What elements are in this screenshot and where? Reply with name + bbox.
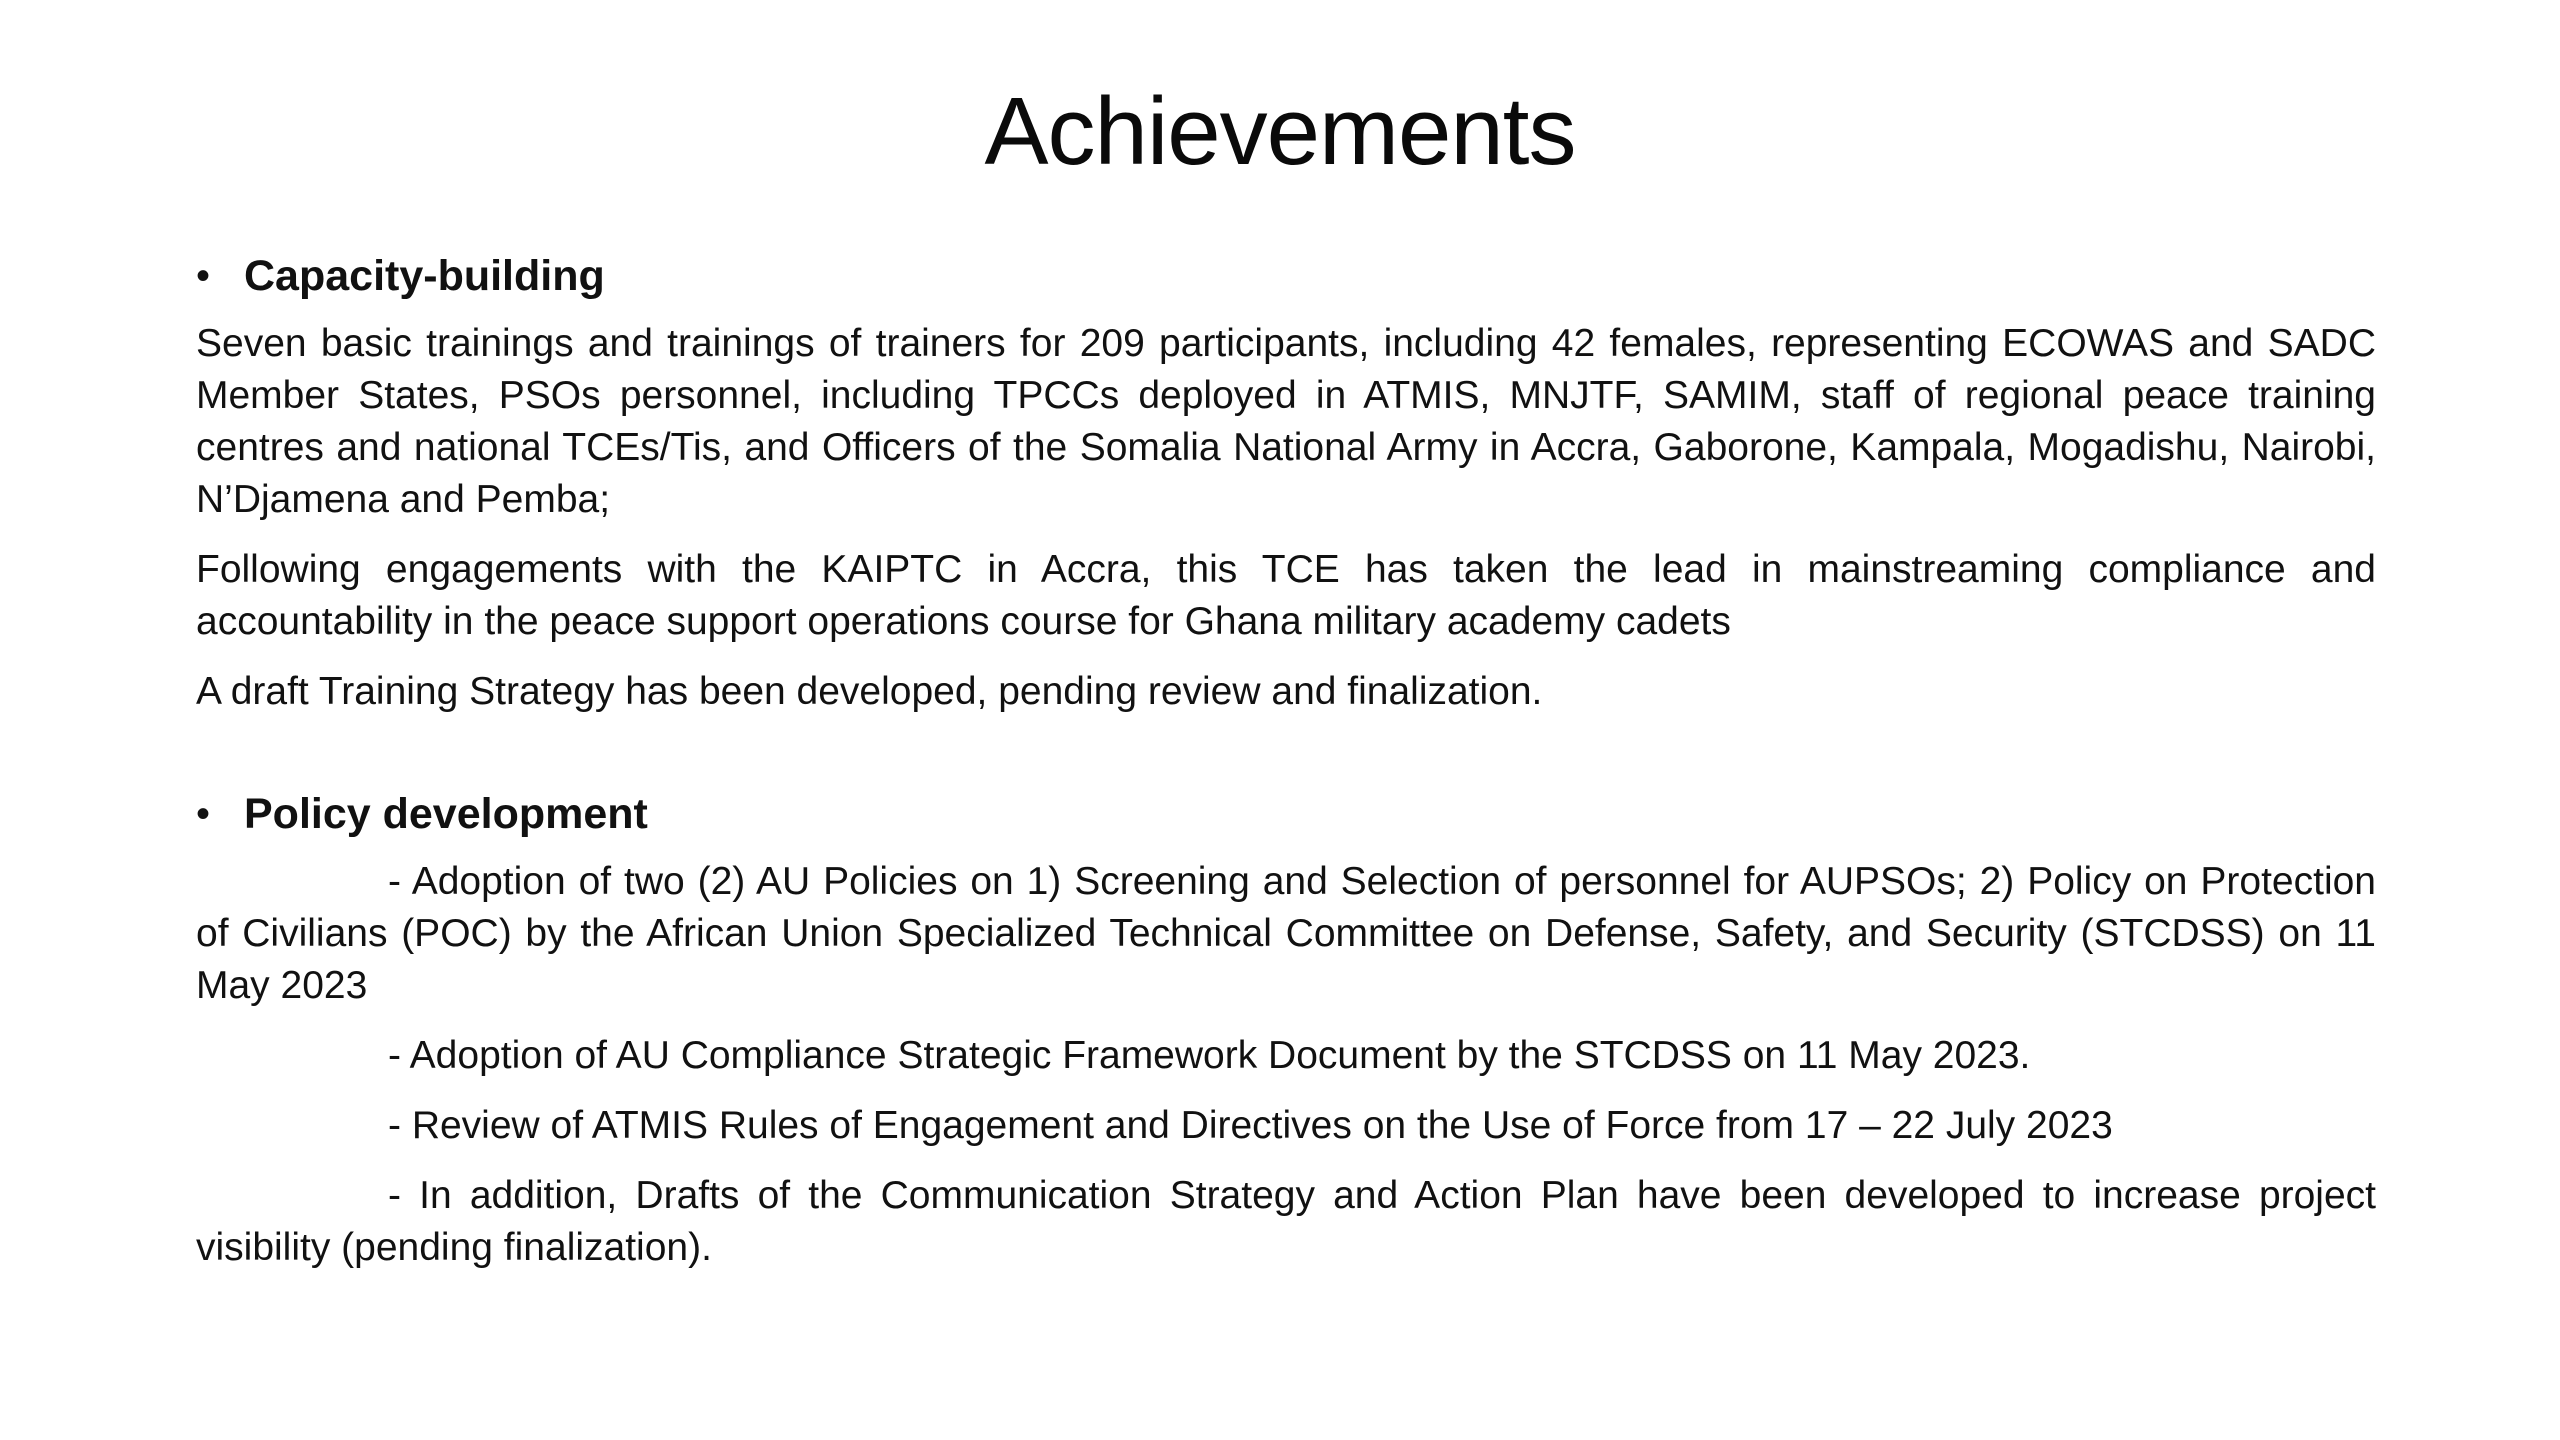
paragraph: Seven basic trainings and trainings of trainers for 209 participants, including 42 females, representing ECOWAS and SADC Member States, PSOs personnel, including TPCCs deployed in ATMIS, MNJTF, SAMIM, staff of regional peace training centres and national TCEs/Tis, and Officers of the Somalia National Army in Accra, Gaborone, Kampala, Mogadishu, Nairobi, N’Djamena and Pemba; xyxy=(196,322,2376,521)
paragraph: - Review of ATMIS Rules of Engagement and Directives on the Use of Force from 17 – 22 July 2023 xyxy=(388,1104,2113,1147)
section-heading-policy-development xyxy=(196,784,2376,844)
bullet-icon: • xyxy=(196,791,211,836)
bullet-icon: • xyxy=(196,253,211,298)
slide-body xyxy=(196,246,2376,1274)
paragraph: Following engagements with the KAIPTC in Accra, this TCE has taken the lead in mainstreaming compliance and accountability in the peace support operations course for Ghana military academy cadets xyxy=(196,548,2376,643)
paragraph: - Adoption of AU Compliance Strategic Framework Document by the STCDSS on 11 May 2023. xyxy=(388,1034,2031,1077)
section-heading-label: Capacity-building xyxy=(244,251,605,300)
section-heading-capacity-building xyxy=(196,246,2376,306)
section-heading-label: Policy development xyxy=(244,789,648,838)
paragraph: A draft Training Strategy has been developed, pending review and finalization. xyxy=(196,670,1543,713)
paragraph: - Adoption of two (2) AU Policies on 1) Screening and Selection of personnel for AUPSOs; 2) Policy on Protection of Civilians (POC) by the African Union Specialized Technical Committee on Defense, Safety, and Security (STCDSS) on 11 May 2023 xyxy=(196,860,2376,1007)
paragraph: - In addition, Drafts of the Communication Strategy and Action Plan have been developed to increase project visibility (pending finalization). xyxy=(196,1174,2376,1269)
section-spacer xyxy=(196,718,2376,784)
slide-title: Achievements xyxy=(984,78,1576,185)
